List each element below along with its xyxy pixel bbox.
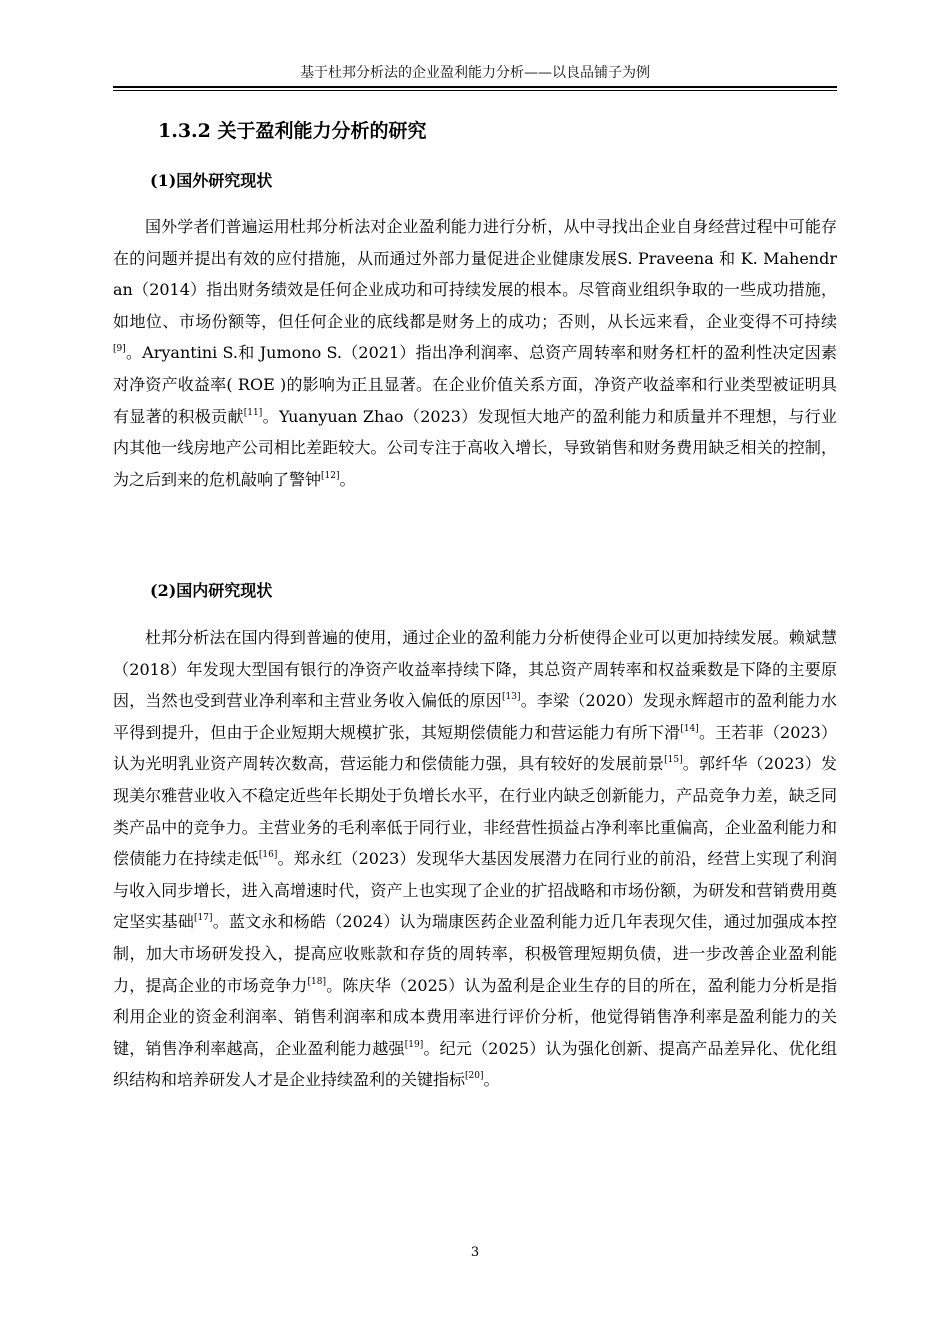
citation: [17] [194, 913, 213, 924]
running-header: 基于杜邦分析法的企业盈利能力分析——以良品铺子为例 [300, 65, 650, 81]
paragraph-foreign-research: 国外学者们普遍运用杜邦分析法对企业盈利能力进行分析，从中寻找出企业自身经营过程中可能存在的问题并提出有效的应付措施，从而通过外部力量促进企业健康发展S. Praveena 和 K. Mahendran（2014）指出财务绩效是任何企业成功和可持续发展的根本。尽管商业组织争取的一些成功措施，如地位、市场份额等，但任何企业的底线都是财务上的成功；否则，从长远来看，企业变得不可持续[9]。Aryantini S.和 Jumono S.（2021）指出净利润率、总资产周转率和财务杠杆的盈利性决定因素对净资产收益率( ROE )的影响为正且显著。在企业价值关系方面，净资产收益率和行业类型被证明具有显著的积极贡献[11]。Yuanyuan Zhao（2023）发现恒大地产的盈利能力和质量并不理想，与行业内其他一线房地产公司相比差距较大。公司专注于高收入增长，导致销售和财务费用缺乏相关的控制，为之后到来的危机敲响了警钟[12]。 [113, 217, 837, 489]
subheading-foreign-research: (1)国外研究现状 [150, 171, 273, 190]
citation: [14] [680, 723, 699, 734]
section-title: 1.3.2 关于盈利能力分析的研究 [158, 120, 427, 142]
header-rule-thin [113, 90, 837, 91]
citation: [13] [502, 692, 521, 703]
subheading-domestic-research: (2)国内研究现状 [150, 581, 273, 600]
header-rule-thick [113, 86, 837, 88]
citation: [16] [258, 850, 278, 861]
page-number: 3 [470, 1245, 480, 1260]
citation: [11] [243, 407, 263, 418]
citation: [9] [113, 344, 126, 355]
citation: [19] [404, 1039, 424, 1050]
citation: [18] [307, 976, 326, 987]
citation: [15] [664, 755, 683, 766]
paragraph-domestic-research: 杜邦分析法在国内得到普遍的使用，通过企业的盈利能力分析使得企业可以更加持续发展。赖斌慧（2018）年发现大型国有银行的净资产收益率持续下降，其总资产周转率和权益乘数是下降的主要原因，当然也受到营业净利率和主营业务收入偏低的原因[13]。李梁（2020）发现永辉超市的盈利能力水平得到提升，但由于企业短期大规模扩张，其短期偿债能力和营运能力有所下滑[14]。王若菲（2023）认为光明乳业资产周转次数高，营运能力和偿债能力强，具有较好的发展前景[15]。郭纤华（2023）发现美尔雅营业收入不稳定近些年长期处于负增长水平，在行业内缺乏创新能力，产品竞争力差，缺乏同类产品中的竞争力。主营业务的毛利率低于同行业，非经营性损益占净利率比重偏高，企业盈利能力和偿债能力在持续走低[16]。郑永红（2023）发现华大基因发展潜力在同行业的前沿，经营上实现了利润与收入同步增长，进入高增速时代，资产上也实现了企业的扩招战略和市场份额，为研发和营销费用奠定坚实基础[17]。蓝文永和杨皓（2024）认为瑞康医药企业盈利能力近几年表现欠佳，通过加强成本控制，加大市场研发投入，提高应收账款和存货的周转率，积极管理短期负债，进一步改善企业盈利能力，提高企业的市场竞争力[18]。陈庆华（2025）认为盈利是企业生存的目的所在，盈利能力分析是指利用企业的资金利润率、销售利润率和成本费用率进行评价分析，他觉得销售净利率是盈利能力的关键，销售净利率越高，企业盈利能力越强[19]。纪元（2025）认为强化创新、提高产品差异化、优化组织结构和培养研发人才是企业持续盈利的关键指标[20]。 [113, 628, 837, 1090]
citation: [12] [321, 470, 340, 481]
citation: [20] [465, 1071, 484, 1082]
